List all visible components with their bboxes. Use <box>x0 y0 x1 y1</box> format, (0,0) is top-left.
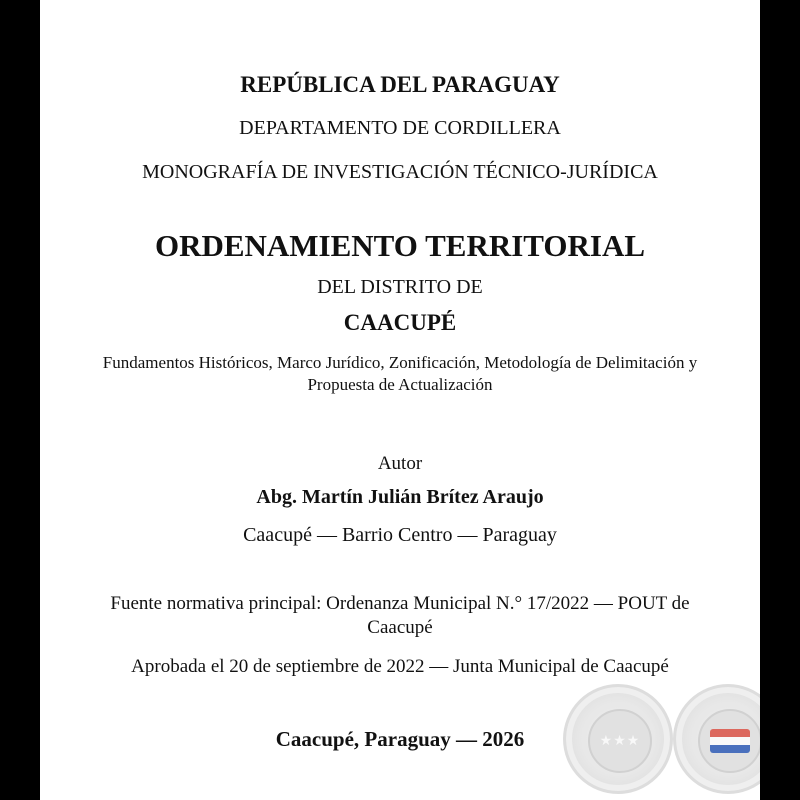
document-subtitle: Fundamentos Históricos, Marco Jurídico, Zonificación, Metodología de Delimitación y Propuesta de Actualización <box>102 353 698 394</box>
department-heading: DEPARTAMENTO DE CORDILLERA <box>239 117 561 139</box>
cultura-nacional-seal <box>673 684 760 794</box>
author-location: Caacupé — Barrio Centro — Paraguay <box>243 524 557 546</box>
seal-emblem <box>698 709 760 773</box>
author-label: Autor <box>377 453 423 474</box>
document-page <box>40 0 760 800</box>
approval-line: Aprobada el 20 de septiembre de 2022 — Junta Municipal de Caacupé <box>131 656 669 677</box>
paraguay-flag-icon <box>710 729 750 753</box>
monograph-heading: MONOGRAFÍA DE INVESTIGACIÓN TÉCNICO-JURÍDICA <box>142 161 658 183</box>
author-name: Abg. Martín Julián Brítez Araujo <box>256 486 544 508</box>
seal-emblem <box>588 709 652 773</box>
district-line: DEL DISTRITO DE <box>317 276 483 298</box>
document-title: ORDENAMIENTO TERRITORIAL <box>154 228 646 263</box>
normative-source: Fuente normativa principal: Ordenanza Municipal N.° 17/2022 — POUT de Caacupé <box>110 593 690 638</box>
portal-guarani-seal <box>563 684 673 794</box>
city-name: CAACUPÉ <box>343 310 457 335</box>
stars-icon: ★★★ <box>599 733 641 749</box>
place-date: Caacupé, Paraguay — 2026 <box>275 727 525 751</box>
republic-heading: REPÚBLICA DEL PARAGUAY <box>240 72 560 97</box>
